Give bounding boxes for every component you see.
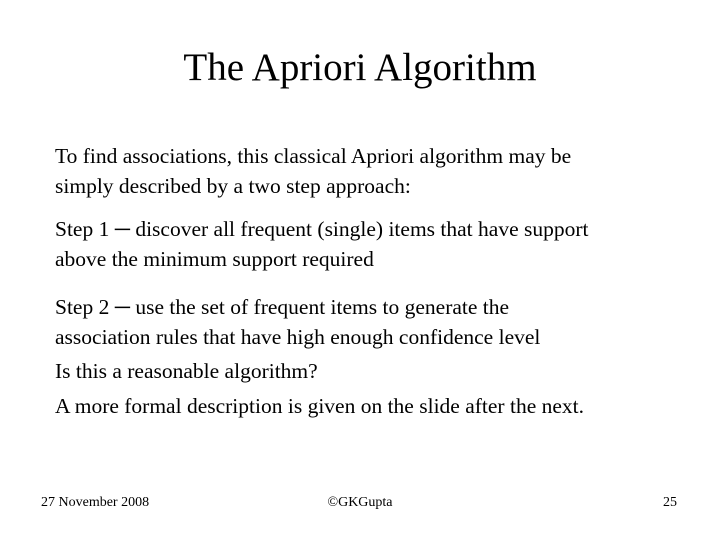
footer-page-number: 25 <box>663 495 677 510</box>
question-paragraph <box>55 356 685 386</box>
intro-line-2: simply described by a two step approach: <box>55 174 411 198</box>
step-1-line-2: above the minimum support required <box>55 247 374 271</box>
slide-title: The Apriori Algorithm <box>183 46 537 89</box>
footer-date: 27 November 2008 <box>41 495 150 510</box>
intro-line-1: To find associations, this classical Apriori algorithm may be <box>55 144 572 168</box>
footer-author: ©GKGupta <box>327 495 393 510</box>
step-2-line-1: Step 2 ─ use the set of frequent items to generate the <box>55 295 510 319</box>
step-2-line-2: association rules that have high enough confidence level <box>55 325 541 349</box>
step-2-paragraph <box>55 292 685 352</box>
question-line: Is this a reasonable algorithm? <box>55 359 318 383</box>
formal-description-paragraph <box>55 391 685 421</box>
intro-paragraph <box>55 141 685 201</box>
step-1-paragraph <box>55 214 685 274</box>
step-1-line-1: Step 1 ─ discover all frequent (single) items that have support <box>55 217 589 241</box>
formal-description-line: A more formal description is given on the slide after the next. <box>55 394 584 418</box>
